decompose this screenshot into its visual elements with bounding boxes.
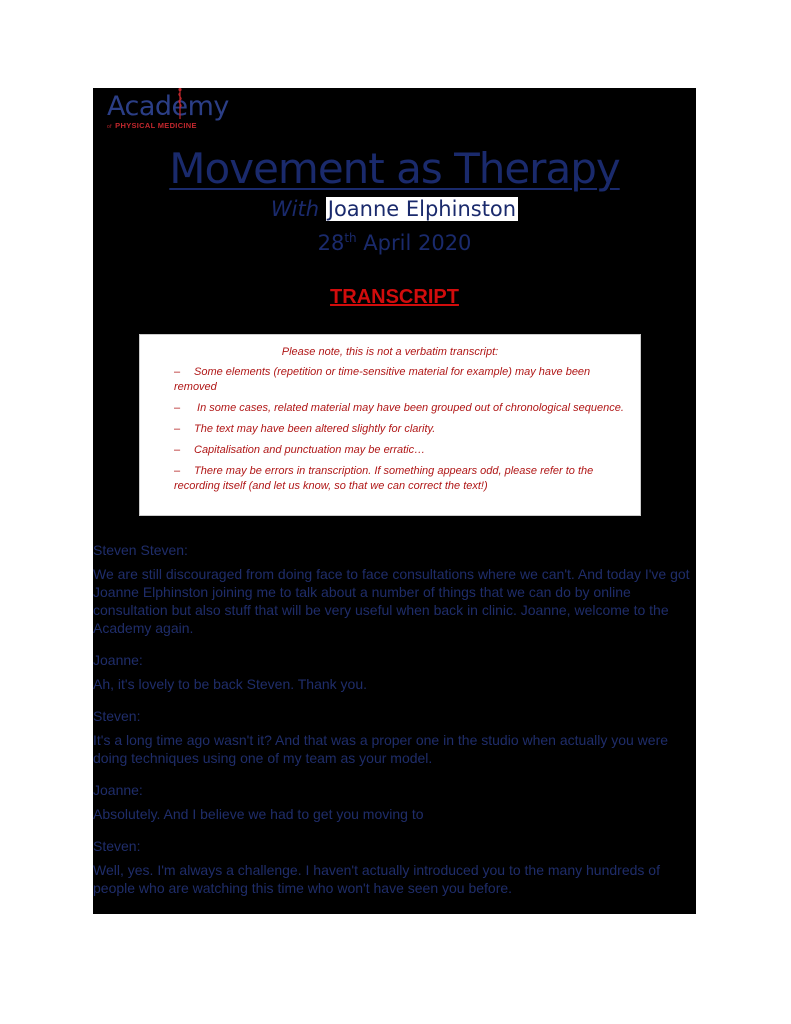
date-rest: April 2020 <box>356 231 472 255</box>
speaker-label: Steven: <box>93 838 141 854</box>
speaker-label: Steven: <box>93 708 141 724</box>
transcript-heading: TRANSCRIPT <box>330 286 459 308</box>
dash-glyph: – <box>174 366 181 378</box>
speech-text: It's a long time ago wasn't it? And that was a proper one in the studio when actually you were doing techniques using one of my team as your model. <box>93 732 669 766</box>
with-prefix: With <box>270 197 320 221</box>
dash-glyph: – <box>174 465 181 477</box>
page-title: Movement as Therapy <box>169 144 620 193</box>
disclaimer-item-text: Some elements (repetition or time-sensitive material for example) may have been removed <box>174 366 591 393</box>
disclaimer-heading: Please note, this is not a verbatim transcript: <box>281 346 499 358</box>
session-date <box>93 224 696 257</box>
disclaimer-item-text: In some cases, related material may have been grouped out of chronological sequence. <box>194 402 624 414</box>
presenter-line <box>93 195 696 223</box>
speaker-label: Joanne: <box>93 782 143 798</box>
disclaimer-item <box>174 401 626 416</box>
speaker-label: Joanne: <box>93 652 143 668</box>
speech-text: We are still discouraged from doing face to face consultations where we can't. And today I've got Joanne Elphinston joining me to talk about a number of things that we can do by online consultation but also stuff that will be very useful when back in clinic. Joanne, welcome to the Academy again. <box>93 566 690 636</box>
transcript-body <box>93 541 696 911</box>
logo-wordmark: Academy <box>107 91 229 122</box>
speech-text: Ah, it's lovely to be back Steven. Thank you. <box>93 676 368 692</box>
speech-text: Well, yes. I'm always a challenge. I haven't actually introduced you to the many hundreds of people who are watching this time who won't have seen you before. <box>93 862 660 896</box>
date-suffix: th <box>344 231 357 245</box>
speech-text: Absolutely. And I believe we had to get you moving to <box>93 806 424 822</box>
speaker-label: Steven Steven: <box>93 542 188 558</box>
dash-glyph: – <box>174 402 181 414</box>
disclaimer-box <box>139 334 641 516</box>
disclaimer-item <box>174 365 626 395</box>
disclaimer-item-text: There may be errors in transcription. If something appears odd, please refer to the recording itself (and let us know, so that we can correct the text!) <box>174 465 594 492</box>
caduceus-icon <box>175 88 185 121</box>
dash-glyph: – <box>174 444 181 456</box>
disclaimer-item-text: The text may have been altered slightly for clarity. <box>194 423 436 435</box>
document-page <box>93 88 696 914</box>
disclaimer-item <box>174 422 626 437</box>
logo-subline-of: of <box>107 124 112 130</box>
presenter-name: Joanne Elphinston <box>327 197 517 221</box>
academy-logo <box>107 91 247 135</box>
disclaimer-item <box>174 464 626 494</box>
disclaimer-item-text: Capitalisation and punctuation may be erratic… <box>194 444 426 456</box>
date-day: 28 <box>317 231 345 255</box>
logo-subline-text: PHYSICAL MEDICINE <box>115 121 197 130</box>
disclaimer-item <box>174 443 626 458</box>
dash-glyph: – <box>174 423 181 435</box>
logo-subline <box>107 121 197 130</box>
